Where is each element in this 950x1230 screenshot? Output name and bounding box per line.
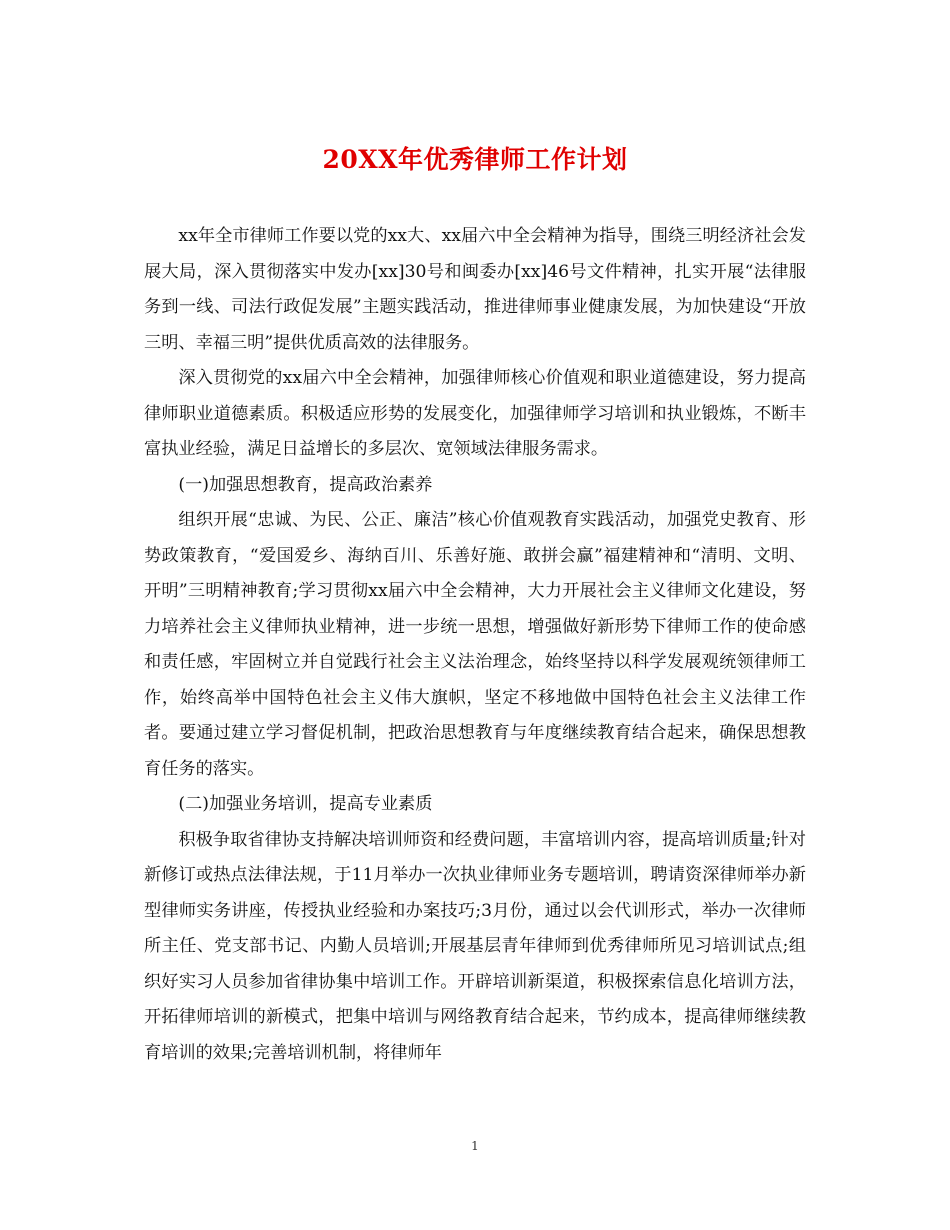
page-number: 1	[471, 1139, 479, 1153]
section-heading-training: (二)加强业务培训，提高专业素质	[178, 794, 433, 814]
paragraph-ideology: 组织开展“忠诚、为民、公正、廉洁”核心价值观教育实践活动，加强党史教育、形势政策教育，“爱国爱乡、海纳百川、乐善好施、敢拼会赢”福建精神和“清明、文明、开明”三明精神教育;学习贯彻xx届六中全会精神，大力开展社会主义律师文化建设，努力培养社会主义律师执业精神，进一步统一思想，增强做好新形势下律师工作的使命感和责任感，牢固树立并自觉践行社会主义法治理念，始终坚持以科学发展观统领律师工作，始终高举中国特色社会主义伟大旗帜，坚定不移地做中国特色社会主义法律工作者。要通过建立学习督促机制，把政治思想教育与年度继续教育结合起来，确保思想教育任务的落实。	[144, 510, 806, 779]
paragraph-ethics: 深入贯彻党的xx届六中全会精神，加强律师核心价值观和职业道德建设，努力提高律师职业道德素质。积极适应形势的发展变化，加强律师学习培训和执业锻炼，不断丰富执业经验，满足日益增长的多层次、宽领域法律服务需求。	[144, 368, 806, 459]
document-body	[144, 219, 806, 1071]
section-heading-ideology: (一)加强思想教育，提高政治素养	[178, 474, 433, 495]
paragraph-training: 积极争取省律协支持解决培训师资和经费问题，丰富培训内容，提高培训质量;针对新修订或热点法律法规，于11月举办一次执业律师业务专题培训，聘请资深律师举办新型律师实务讲座，传授执业经验和办案技巧;3月份，通过以会代训形式，举办一次律师所主任、党支部书记、内勤人员培训;开展基层青年律师到优秀律师所见习培训试点;组织好实习人员参加省律协集中培训工作。开辟培训新渠道，积极探索信息化培训方法，开拓律师培训的新模式，把集中培训与网络教育结合起来，节约成本，提高律师继续教育培训的效果;完善培训机制，将律师年	[144, 829, 806, 1063]
paragraph-intro: xx年全市律师工作要以党的xx大、xx届六中全会精神为指导，围绕三明经济社会发展大局，深入贯彻落实中发办[xx]30号和闽委办[xx]46号文件精神，扎实开展“法律服务到一线、司法行政促发展”主题实践活动，推进律师事业健康发展，为加快建设“开放三明、幸福三明”提供优质高效的法律服务。	[144, 226, 806, 353]
document-title: 20XX年优秀律师工作计划	[322, 145, 628, 174]
